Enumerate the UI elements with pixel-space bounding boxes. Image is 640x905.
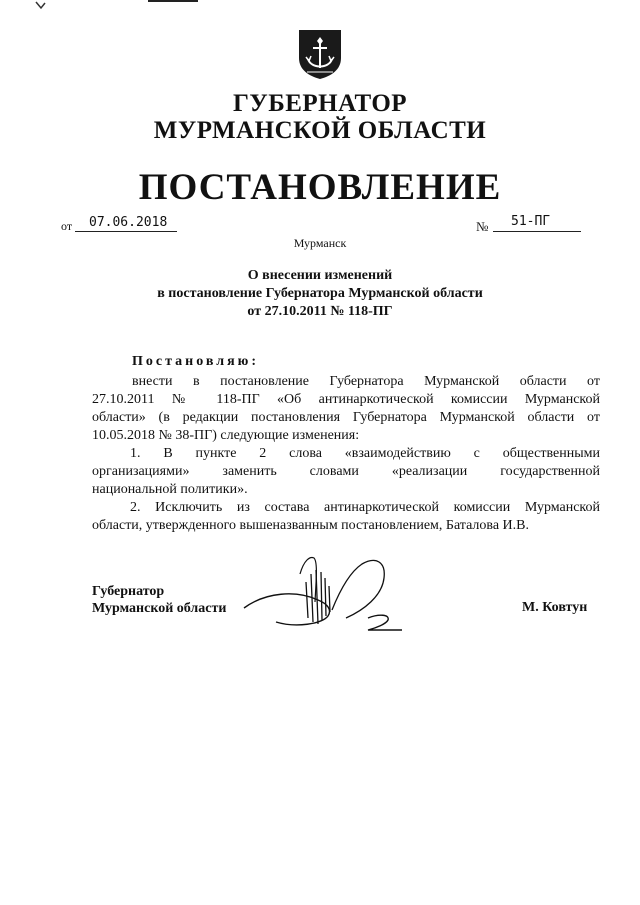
body-p3-line1: 2. Исключить из состава антинаркотической комиссии Мурманской — [130, 500, 600, 515]
body-p2-line1: 1. В пункте 2 слова «взаимодействию с общественными — [130, 446, 600, 461]
body-p1-line2: 27.10.2011 № 118-ПГ «Об антинаркотической комиссии Мурманской — [92, 392, 600, 407]
body-p1-line3: области» (в редакции постановления Губернатора Мурманской области от — [92, 410, 600, 425]
subject-line1: О внесении изменений — [247, 268, 393, 283]
subject-line3: от 27.10.2011 № 118-ПГ — [247, 304, 393, 319]
signatory-title-line2: Мурманской области — [92, 601, 227, 616]
document-number: 51-ПГ — [511, 214, 551, 229]
subject-line2: в постановление Губернатора Мурманской области — [157, 286, 483, 301]
handwritten-signature — [236, 552, 416, 642]
coat-of-arms-icon — [297, 28, 343, 80]
scan-artifact-mark — [34, 0, 48, 14]
body-p2-line3: национальной политики». — [92, 482, 248, 497]
issuer-title-line2: МУРМАНСКОЙ ОБЛАСТИ — [153, 117, 487, 144]
date-label: от — [61, 219, 73, 233]
body-p3-line2: области, утвержденного вышеназванным постановлением, Баталова И.В. — [92, 518, 530, 533]
body-p2-line2: организациями» заменить словами «реализации государственной — [92, 464, 600, 479]
number-label: № — [476, 219, 489, 234]
city-name: Мурманск — [293, 236, 347, 250]
scan-artifact-line — [148, 0, 198, 2]
body-p1-line4: 10.05.2018 № 38-ПГ) следующие изменения: — [92, 428, 360, 443]
document-type-heading: ПОСТАНОВЛЕНИЕ — [138, 167, 502, 208]
issuer-title-line1: ГУБЕРНАТОР — [232, 90, 408, 117]
body-p1-line1: внести в постановление Губернатора Мурманской области от — [132, 374, 600, 389]
decree-label: Постановляю: — [132, 354, 260, 369]
date-underline — [75, 231, 177, 232]
number-underline — [493, 231, 581, 232]
document-date: 07.06.2018 — [89, 215, 168, 230]
signatory-name: М. Ковтун — [522, 600, 588, 615]
signatory-title-line1: Губернатор — [92, 584, 165, 599]
